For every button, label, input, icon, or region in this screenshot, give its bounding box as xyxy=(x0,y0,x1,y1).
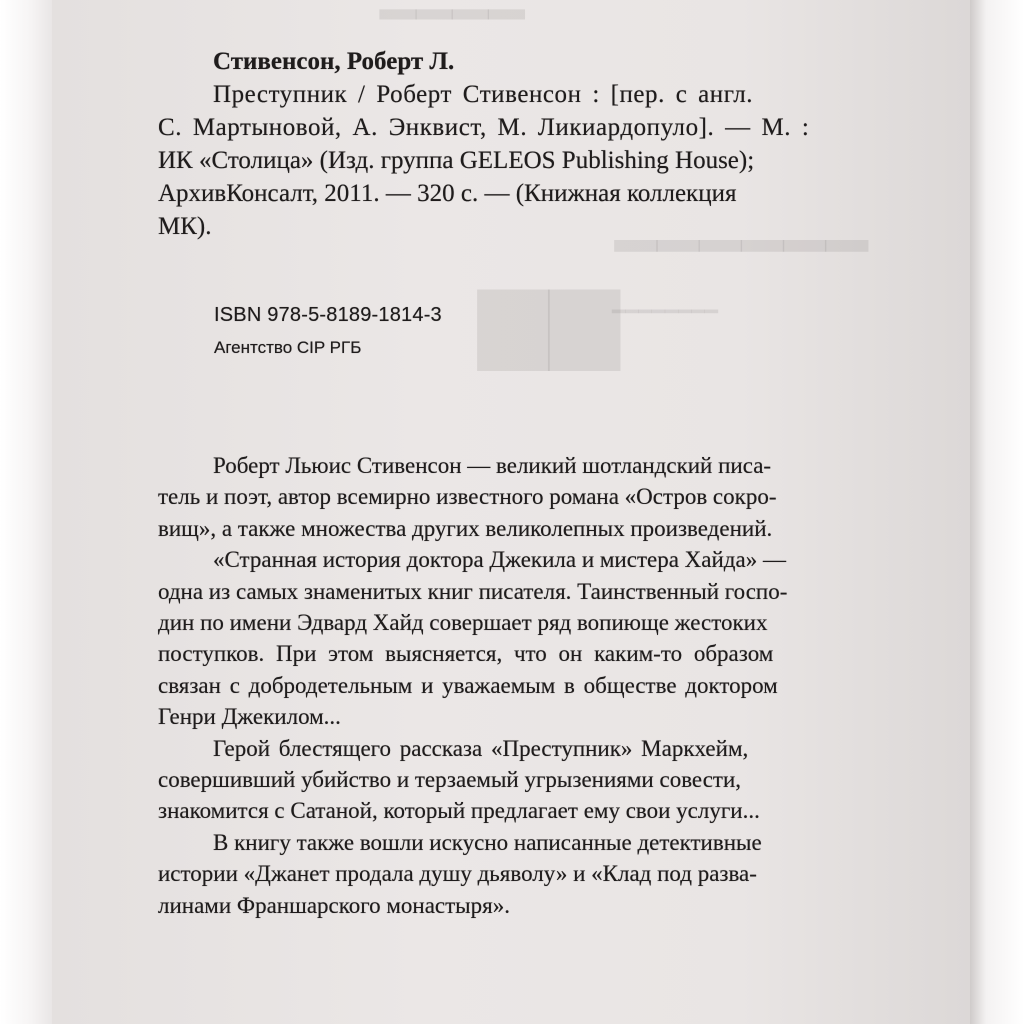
page-edge-shadow xyxy=(970,0,1024,1024)
show-through-subtitle: ━━━━━━━━ xyxy=(612,300,718,325)
bibliographic-line: С. Мартыновой, А. Энквист, М. Ликиардопуло]. — М. : xyxy=(158,114,810,141)
annotation-line: В книгу также вошли искусно написанные детективные xyxy=(213,829,762,855)
show-through-top: ━━━━ xyxy=(380,0,525,50)
isbn: ISBN 978-5-8189-1814-3 xyxy=(214,304,442,326)
annotation-line: тель и поэт, автор всемирно известного романа «Остров сокро- xyxy=(158,484,777,510)
bibliographic-line: ИК «Столица» (Изд. группа GELEOS Publishing House); xyxy=(158,147,755,174)
show-through-title: ━━━━━━ xyxy=(615,205,868,287)
annotation-line: поступков. При этом выясняется, что он каким-то образом xyxy=(158,641,774,667)
annotation-line: дин по имени Эдвард Хайд совершает ряд вопиюще жестоких xyxy=(158,610,768,636)
annotation-line: одна из самых знаменитых книг писателя. Таинственный госпо- xyxy=(158,578,788,604)
isbn-block xyxy=(214,300,442,366)
bibliographic-line: Преступник / Роберт Стивенсон : [пер. с англ. xyxy=(213,81,754,108)
annotation-line: вищ», а также множества других великолепных произведений. xyxy=(158,515,773,541)
annotation-line: линами Франшарского монастыря». xyxy=(158,892,510,918)
bibliographic-line: АрхивКонсалт, 2011. — 320 с. — (Книжная коллекция xyxy=(158,180,737,207)
show-through-logo: ▆▆ xyxy=(478,262,620,370)
author-heading: Стивенсон, Роберт Л. xyxy=(213,48,455,75)
annotation-line: совершивший убийство и терзаемый угрызениями совести, xyxy=(158,767,742,793)
annotation-line: связан с добродетельным и уважаемым в обществе доктором xyxy=(158,672,778,698)
annotation-line: Генри Джекилом... xyxy=(158,704,341,730)
annotation xyxy=(158,450,787,921)
annotation-line: знакомится с Сатаной, который предлагает ему свои услуги... xyxy=(158,798,760,824)
annotation-line: «Странная история доктора Джекила и мистера Хайда» — xyxy=(213,547,786,573)
bibliographic-record xyxy=(158,45,809,243)
annotation-line: Герой блестящего рассказа «Преступник» Маркхейм, xyxy=(213,735,749,761)
bibliographic-line: МК). xyxy=(158,213,212,240)
annotation-line: Роберт Льюис Стивенсон — великий шотландский писа- xyxy=(213,453,772,478)
left-background xyxy=(0,0,52,1024)
cip-agency: Агентство CIP РГБ xyxy=(214,338,362,357)
annotation-line: истории «Джанет продала душу дьяволу» и «Клад под разва- xyxy=(158,861,757,887)
